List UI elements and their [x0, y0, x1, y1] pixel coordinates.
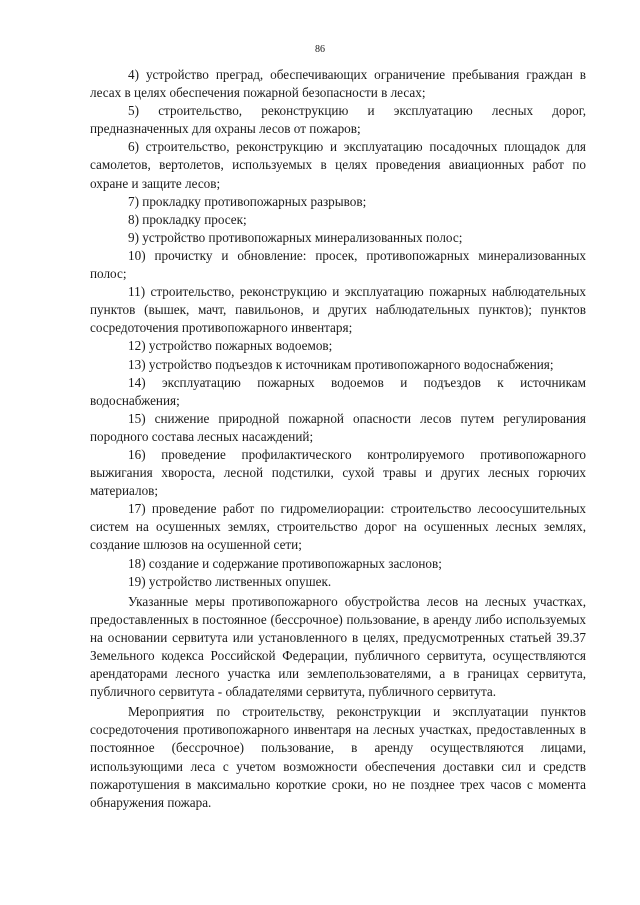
- list-item-10: 10) прочистку и обновление: просек, противопожарных минерализованных полос;: [90, 247, 586, 282]
- page-number: 86: [315, 44, 325, 55]
- list-item-11: 11) строительство, реконструкцию и эксплуатацию пожарных наблюдательных пунктов (вышек, мачт, павильонов, и других наблюдательных пунктов); пунктов сосредоточения противопожарного инвентаря;: [90, 284, 586, 336]
- list-item-17: 17) проведение работ по гидромелиорации: строительство лесоосушительных систем на осушенных землях, строительство дорог на осушенных лесных землях, создание шлюзов на осушенной сети;: [90, 501, 586, 553]
- list-item-6: 6) строительство, реконструкцию и эксплуатацию посадочных площадок для самолетов, вертолетов, используемых в целях проведения авиационных работ по охране и защите лесов;: [90, 139, 586, 191]
- list-item-16: 16) проведение профилактического контролируемого противопожарного выжигания хвороста, лесной подстилки, сухой травы и других лесных горючих материалов;: [90, 446, 586, 499]
- list-item-15: 15) снижение природной пожарной опасности лесов путем регулирования породного состава лесных насаждений;: [90, 410, 586, 444]
- list-item-4: 4) устройство преград, обеспечивающих ограничение пребывания граждан в лесах в целях обеспечения пожарной безопасности в лесах;: [90, 67, 586, 101]
- measures-paragraph: Указанные меры противопожарного обустройства лесов на лесных участках, предоставленных в постоянное (бессрочное) пользование, в аренду либо используемых на основании сервитута или установленного в целях, предусмотренных статьей 39.37 Земельного кодекса Российской Федерации, публичного сервитута, осуществляются арендаторами лесного участка или землепользователями, а в границах сервитута, публичного сервитута - обладателями сервитута, публичного сервитута.: [90, 593, 586, 700]
- activities-paragraph: Мероприятия по строительству, реконструкции и эксплуатации пунктов сосредоточения противопожарного инвентаря на лесных участках, предоставленных в постоянное (бессрочное) пользование, в аренду осуществляются лицами, использующими леса с учетом возможности обеспечения доставки сил и средств пожаротушения в максимально короткие сроки, но не позднее трех часов с момента обнаружения пожара.: [90, 704, 586, 810]
- list-item-9: 9) устройство противопожарных минерализованных полос;: [128, 229, 463, 245]
- list-item-14: 14) эксплуатацию пожарных водоемов и подъездов к источникам водоснабжения;: [90, 374, 586, 408]
- list-item-18: 18) создание и содержание противопожарных заслонов;: [128, 555, 442, 571]
- list-item-8: 8) прокладку просек;: [128, 211, 247, 227]
- list-item-13: 13) устройство подъездов к источникам противопожарного водоснабжения;: [128, 356, 554, 372]
- list-item-12: 12) устройство пожарных водоемов;: [128, 338, 333, 354]
- list-item-5: 5) строительство, реконструкцию и эксплуатацию лесных дорог, предназначенных для охраны лесов от пожаров;: [90, 103, 586, 137]
- document-body: [90, 66, 586, 812]
- list-item-7: 7) прокладку противопожарных разрывов;: [128, 193, 367, 209]
- list-item-19: 19) устройство лиственных опушек.: [128, 573, 332, 589]
